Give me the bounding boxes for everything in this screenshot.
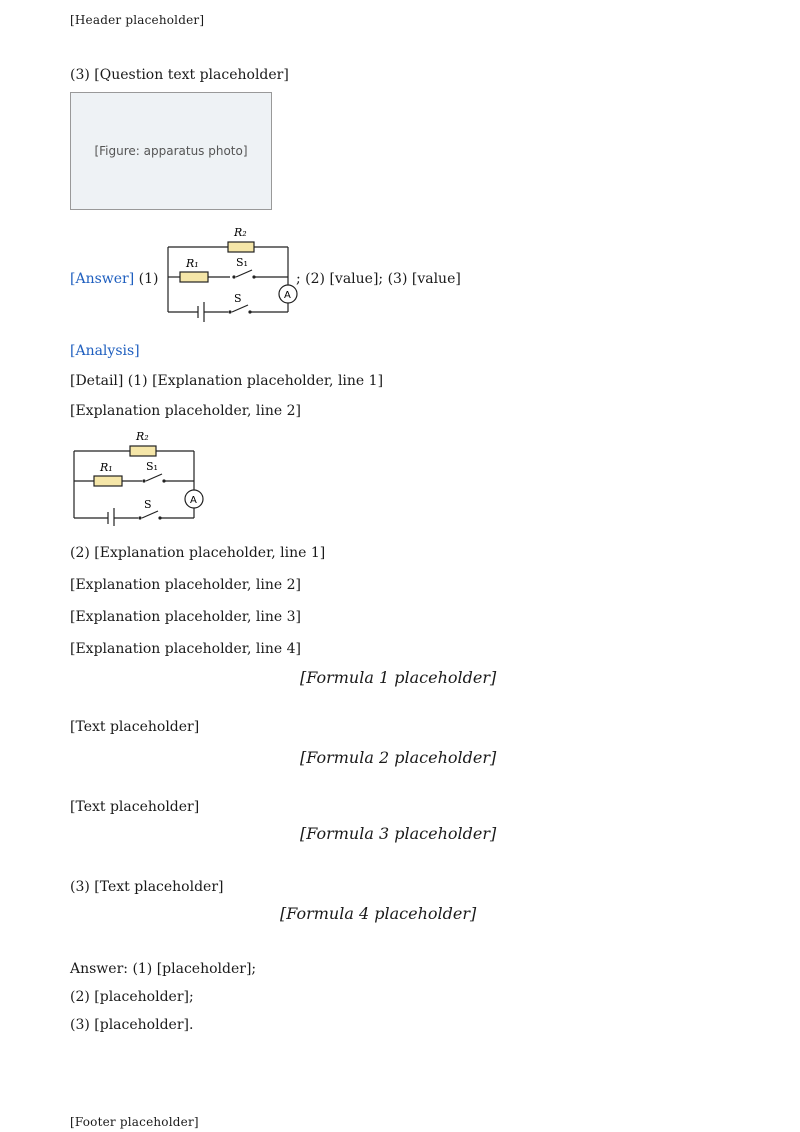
detail-line-2: [Explanation placeholder, line 2] (70, 403, 301, 419)
text-after-formula-2: [Text placeholder] (70, 799, 200, 815)
formula-3: [Formula 3 placeholder] (300, 824, 497, 843)
detail-line-1: [Detail] (1) [Explanation placeholder, line 1] (70, 373, 384, 389)
s1-label: S₁ (146, 460, 158, 473)
detail-circuit-diagram (64, 426, 214, 526)
r2-resistor (228, 242, 254, 252)
answer-circuit-diagram (158, 222, 298, 322)
r2-resistor (130, 446, 156, 456)
ammeter-label: A (284, 290, 291, 301)
photo-placeholder-label: [Figure: apparatus photo] (94, 144, 248, 158)
answer-rest: ; (2) [value]; (3) [value] (296, 271, 461, 287)
page-header: [Header placeholder] (70, 13, 205, 27)
text-after-formula-1: [Text placeholder] (70, 719, 200, 735)
part2-line-3: [Explanation placeholder, line 3] (70, 609, 301, 625)
apparatus-photo (70, 92, 272, 210)
formula-2: [Formula 2 placeholder] (300, 748, 497, 767)
r1-resistor (180, 272, 208, 282)
part2-line-1: (2) [Explanation placeholder, line 1] (70, 545, 326, 561)
answer-part1: (1) (138, 271, 159, 287)
r1-resistor (94, 476, 122, 486)
final-answer-3: (3) [placeholder]. (70, 1017, 194, 1033)
r1-label: R₁ (186, 257, 199, 270)
formula-4: [Formula 4 placeholder] (280, 904, 477, 923)
s-label: S (144, 498, 152, 511)
r2-label: R₂ (136, 430, 149, 443)
part3-text: (3) [Text placeholder] (70, 879, 224, 895)
r2-label: R₂ (234, 226, 247, 239)
final-answer-1: Answer: (1) [placeholder]; (70, 961, 257, 977)
answer-tag: [Answer] (70, 271, 135, 287)
analysis-tag: [Analysis] (70, 343, 140, 359)
final-answer-2: (2) [placeholder]; (70, 989, 194, 1005)
formula-1: [Formula 1 placeholder] (300, 668, 497, 687)
part2-line-4: [Explanation placeholder, line 4] (70, 641, 301, 657)
s1-label: S₁ (236, 256, 248, 269)
question-3: (3) [Question text placeholder] (70, 67, 289, 83)
ammeter-label: A (190, 495, 197, 506)
page-footer: [Footer placeholder] (70, 1115, 199, 1129)
s-label: S (234, 292, 242, 305)
answer-line (70, 268, 159, 290)
r1-label: R₁ (100, 461, 113, 474)
part2-line-2: [Explanation placeholder, line 2] (70, 577, 301, 593)
